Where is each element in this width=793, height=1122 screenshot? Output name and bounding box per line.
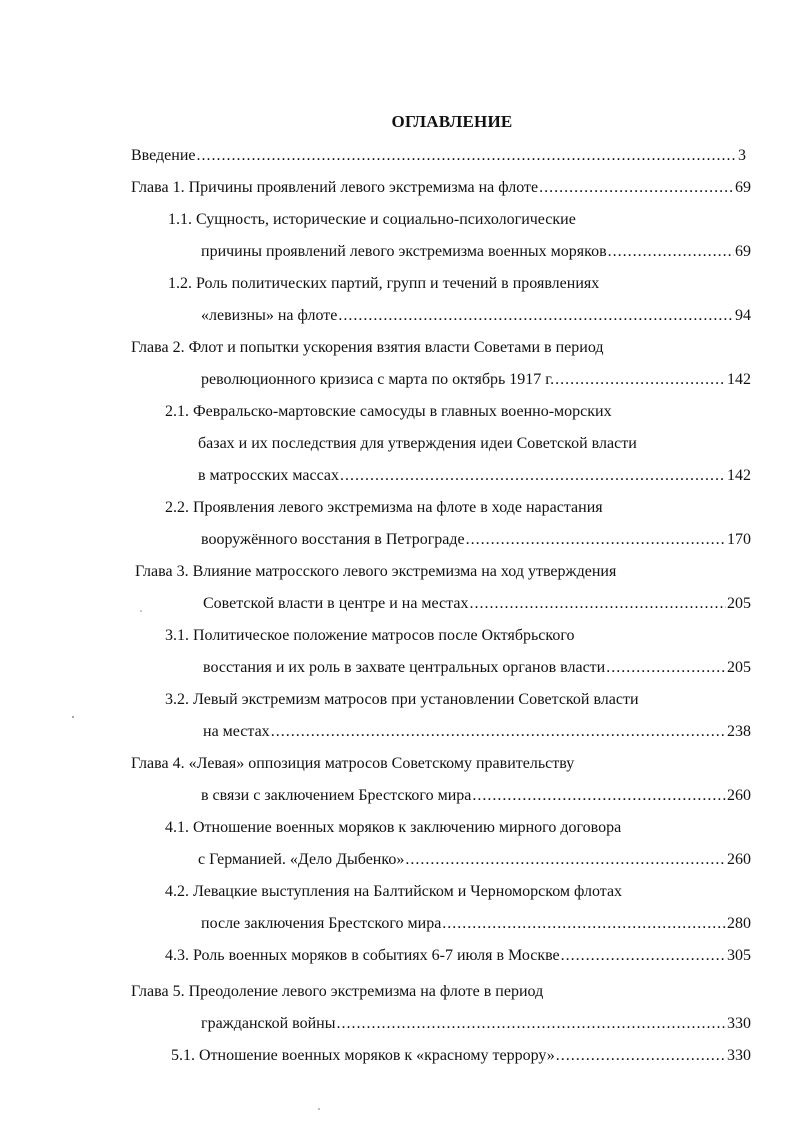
leader-dots: [340, 466, 726, 486]
toc-page-number: 260: [727, 787, 751, 804]
toc-entry-4-2-line-1: 4.2. Левацкие выступления на Балтийском и Черноморском флотах: [165, 883, 623, 900]
leader-dots: [336, 1014, 726, 1034]
toc-entry-4-1-line-1: 4.1. Отношение военных моряков к заключению мирного договора: [165, 819, 622, 836]
toc-page-number: 3: [738, 147, 746, 164]
toc-page-number: 280: [727, 915, 751, 932]
toc-entry-chapter-1: [131, 178, 751, 198]
toc-entry-text: Глава 1. Причины проявлений левого экстремизма на флоте: [131, 179, 539, 196]
toc-entry-4-1: [198, 850, 751, 870]
toc-entry-1-2-line-1: 1.2. Роль политических партий, групп и течений в проявлениях: [168, 275, 600, 292]
toc-page-number: 330: [727, 1047, 751, 1064]
toc-entry-chapter-2-line-1: Глава 2. Флот и попытки ускорения взятия власти Советами в период: [131, 339, 604, 356]
toc-entry-chapter-4: [201, 786, 751, 806]
toc-entry-3-1: [203, 658, 751, 678]
toc-page-number: 170: [727, 531, 751, 548]
leader-dots: [405, 850, 726, 870]
toc-entry-text: революционного кризиса с марта по октябрь 1917 г.: [201, 371, 555, 388]
toc-entry-1-1-line-1: 1.1. Сущность, исторические и социально-психологические: [168, 211, 576, 228]
leader-dots: [271, 722, 726, 742]
toc-entry-2-1-line-1: 2.1. Февральско-мартовские самосуды в главных военно-морских: [165, 403, 612, 420]
leader-dots: [472, 786, 726, 806]
toc-entry-2-1-line-2: базах и их последствия для утверждения идеи Советской власти: [198, 435, 637, 452]
toc-page-number: 205: [727, 595, 751, 612]
toc-page-number: 69: [735, 179, 751, 196]
toc-entry-text: на местах: [203, 723, 270, 740]
leader-dots: [556, 1046, 726, 1066]
toc-entry-chapter-3-line-1: Глава 3. Влияние матросского левого экстремизма на ход утверждения: [135, 563, 617, 580]
leader-dots: [606, 658, 726, 678]
toc-entry-4-2: [201, 914, 751, 934]
toc-page-number: 238: [727, 723, 751, 740]
toc-page-number: 142: [727, 371, 751, 388]
toc-entry-text: причины проявлений левого экстремизма военных моряков: [201, 243, 607, 260]
toc-page-number: 305: [727, 947, 751, 964]
toc-entry-text: вооружённого восстания в Петрограде: [201, 531, 465, 548]
toc-page-number: 260: [727, 851, 751, 868]
toc-entry-text: гражданской войны: [201, 1015, 336, 1032]
toc-page-number: 330: [727, 1015, 751, 1032]
leader-dots: [555, 370, 726, 390]
toc-entry-chapter-5-line-1: Глава 5. Преодоление левого экстремизма на флоте в период: [131, 983, 544, 1000]
toc-entry-3-1-line-1: 3.1. Политическое положение матросов после Октябрьского: [165, 627, 575, 644]
toc-entry-text: в связи с заключением Брестского мира: [201, 787, 472, 804]
leader-dots: [466, 530, 726, 550]
toc-page-number: 142: [727, 467, 751, 484]
toc-entry-text: Введение: [131, 147, 196, 164]
toc-page-number: 69: [735, 243, 751, 260]
toc-entry-text: «левизны» на флоте: [201, 307, 338, 324]
toc-entry-3-2-line-1: 3.2. Левый экстремизм матросов при установлении Советской власти: [165, 691, 639, 708]
scan-speck: [72, 716, 74, 718]
toc-entry-4-3: [165, 946, 751, 966]
toc-page-number: 94: [735, 307, 751, 324]
toc-entry-text: в матросских массах: [198, 467, 339, 484]
toc-entry-text: 4.3. Роль военных моряков в событиях 6-7 июля в Москве: [165, 947, 560, 964]
leader-dots: [442, 914, 726, 934]
toc-entry-text: 5.1. Отношение военных моряков к «красному террору»: [171, 1047, 555, 1064]
toc-entry-2-2: [201, 530, 751, 550]
toc-entry-2-2-line-1: 2.2. Проявления левого экстремизма на флоте в ходе нарастания: [165, 499, 603, 516]
toc-entry-text: после заключения Брестского мира: [201, 915, 442, 932]
toc-entry-text: Советской власти в центре и на местах: [203, 595, 469, 612]
leader-dots: [561, 946, 726, 966]
toc-entry-text: с Германией. «Дело Дыбенко»: [198, 851, 405, 868]
toc-entry-1-1: [201, 242, 751, 262]
toc-entry-5-1: [171, 1046, 751, 1066]
toc-entry-intro: [131, 146, 746, 166]
scan-speck: [140, 610, 142, 612]
scan-speck: [318, 1108, 320, 1110]
leader-dots: [608, 242, 734, 262]
leader-dots: [539, 178, 734, 198]
toc-entry-chapter-2: [201, 370, 751, 390]
toc-entry-chapter-5: [201, 1014, 751, 1034]
toc-entry-1-2: [201, 306, 751, 326]
toc-entry-chapter-3: [203, 594, 751, 614]
leader-dots: [197, 146, 738, 166]
toc-entry-3-2: [203, 722, 751, 742]
leader-dots: [469, 594, 726, 614]
toc-entry-chapter-4-line-1: Глава 4. «Левая» оппозиция матросов Советскому правительству: [131, 755, 575, 772]
leader-dots: [338, 306, 734, 326]
toc-entry-text: восстания и их роль в захвате центральных органов власти: [203, 659, 606, 676]
toc-entry-2-1: [198, 466, 751, 486]
toc-page-number: 205: [727, 659, 751, 676]
toc-title: ОГЛАВЛЕНИЕ: [391, 112, 513, 131]
